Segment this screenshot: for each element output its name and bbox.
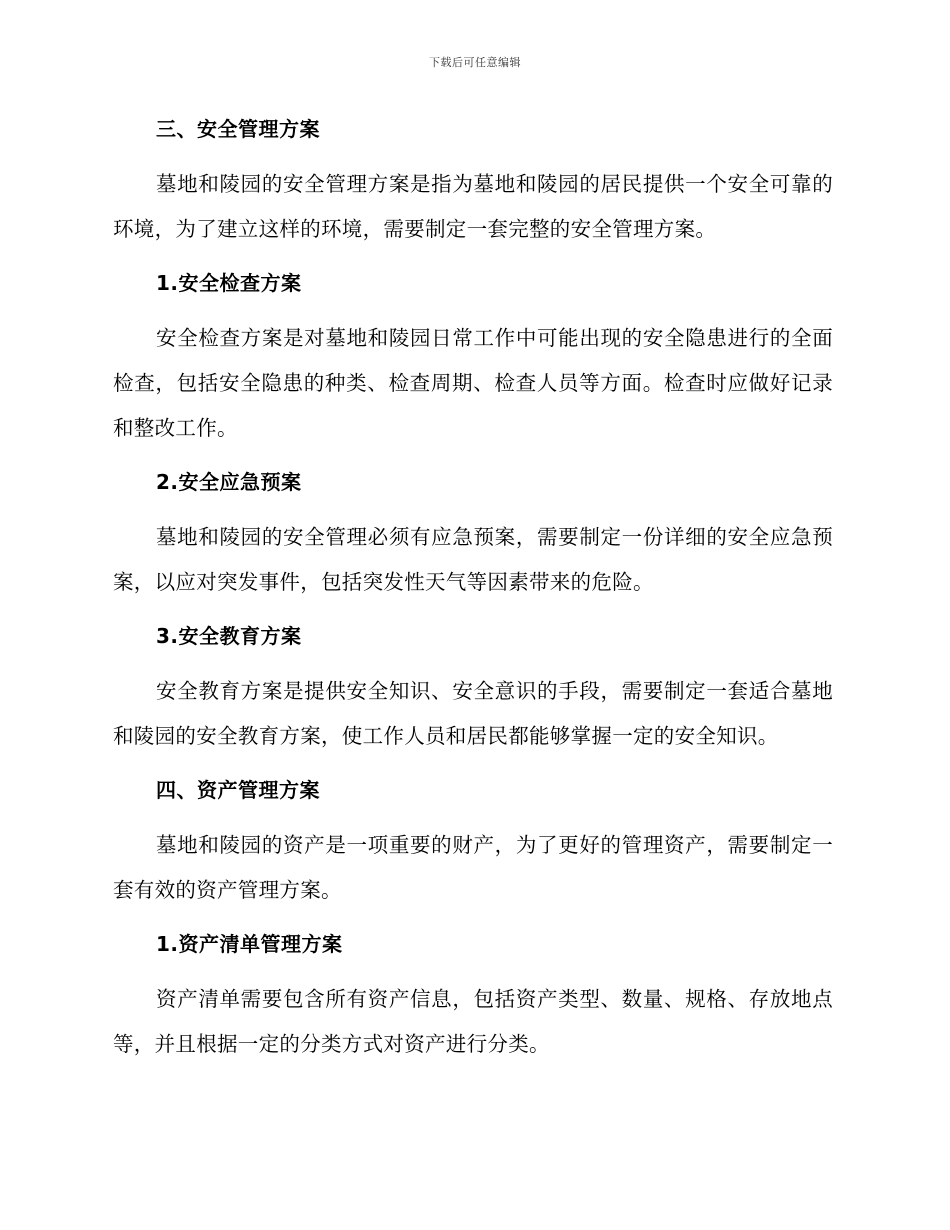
section-heading-asset-management: 四、资产管理方案: [156, 778, 320, 802]
page-header-note: 下载后可任意编辑: [429, 56, 521, 69]
paragraph-emergency-plan: 墓地和陵园的安全管理必须有应急预案，需要制定一份详细的安全应急预案，以应对突发事件，包括突发性天气等因素带来的危险。: [113, 525, 833, 594]
subheading-safety-inspection: 1.安全检查方案: [156, 271, 302, 295]
subheading-emergency-plan: 2.安全应急预案: [156, 470, 302, 494]
paragraph-safety-intro: 墓地和陵园的安全管理方案是指为墓地和陵园的居民提供一个安全可靠的环境，为了建立这样的环境，需要制定一套完整的安全管理方案。: [113, 172, 833, 241]
subheading-safety-education: 3.安全教育方案: [156, 624, 302, 648]
subheading-asset-inventory: 1.资产清单管理方案: [156, 932, 343, 956]
paragraph-asset-intro: 墓地和陵园的资产是一项重要的财产，为了更好的管理资产，需要制定一套有效的资产管理方案。: [113, 833, 833, 902]
paragraph-safety-education: 安全教育方案是提供安全知识、安全意识的手段，需要制定一套适合墓地和陵园的安全教育方案，使工作人员和居民都能够掌握一定的安全知识。: [113, 679, 833, 748]
document-body: [113, 110, 833, 1079]
paragraph-safety-inspection: 安全检查方案是对墓地和陵园日常工作中可能出现的安全隐患进行的全面检查，包括安全隐患的种类、检查周期、检查人员等方面。检查时应做好记录和整改工作。: [113, 326, 833, 440]
paragraph-asset-inventory: 资产清单需要包含所有资产信息，包括资产类型、数量、规格、存放地点等，并且根据一定的分类方式对资产进行分类。: [113, 987, 833, 1056]
section-heading-safety-management: 三、安全管理方案: [156, 117, 320, 141]
